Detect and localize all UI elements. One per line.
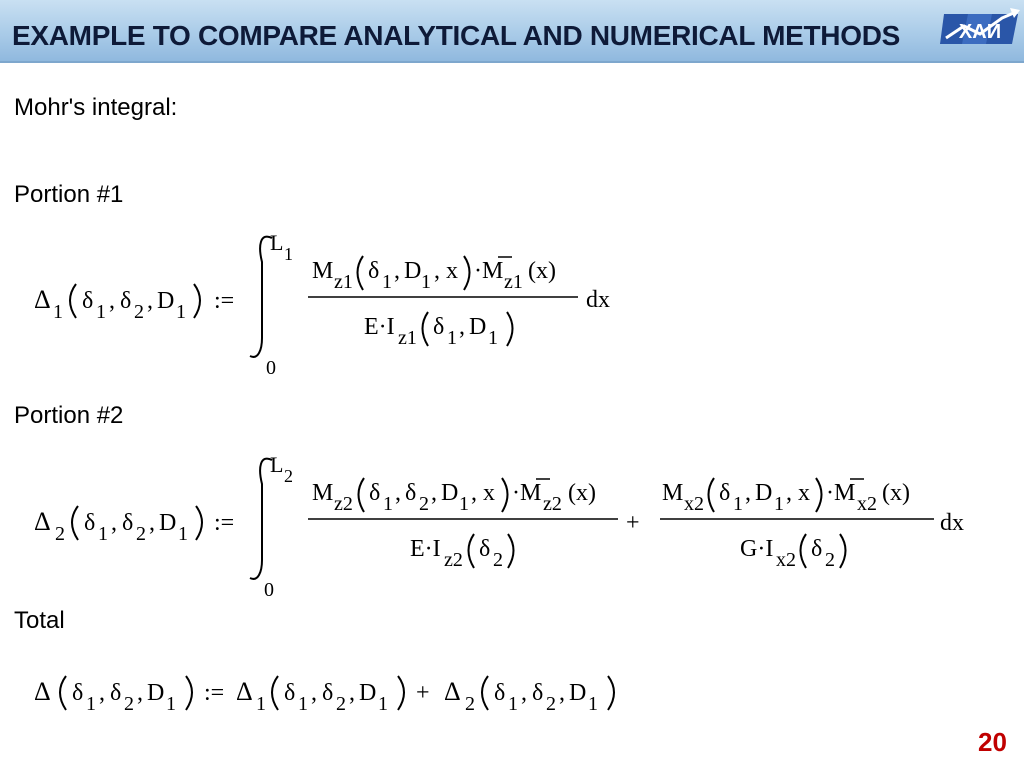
svg-text:δ: δ [72,680,84,706]
svg-text::=: := [204,680,225,706]
svg-text:, x: , x [434,258,458,284]
svg-text:1: 1 [588,693,598,715]
svg-text:·: · [826,480,834,506]
page-number: 20 [978,727,1007,757]
svg-text:x2: x2 [684,493,704,515]
svg-text:2: 2 [546,693,556,715]
svg-text:D: D [441,480,459,506]
svg-text:2: 2 [419,493,429,515]
svg-text:+: + [416,680,430,706]
svg-text:1: 1 [86,693,96,715]
svg-text::=: := [214,288,235,314]
slide-title: EXAMPLE TO COMPARE ANALYTICAL AND NUMERICAL METHODS [12,20,901,51]
svg-text:E·I: E·I [364,314,395,340]
svg-text:1: 1 [166,693,176,715]
svg-text::=: := [214,510,235,536]
svg-text:1: 1 [733,493,743,515]
svg-text:,: , [311,680,317,706]
svg-text:2: 2 [55,523,65,545]
svg-text:,: , [149,510,155,536]
svg-text:M: M [662,480,684,506]
svg-text:,: , [394,258,400,284]
svg-text:δ: δ [322,680,334,706]
svg-text:z2: z2 [543,493,562,515]
svg-text:1: 1 [298,693,308,715]
svg-text:2: 2 [136,523,146,545]
svg-text:D: D [404,258,422,284]
svg-text:Δ: Δ [444,677,461,706]
svg-text:D: D [157,288,175,314]
svg-text:,: , [745,480,751,506]
formula-total [34,676,614,715]
svg-text:dx: dx [940,510,964,536]
svg-text:δ: δ [369,480,381,506]
svg-text:1: 1 [178,523,188,545]
svg-text:1: 1 [256,693,266,715]
svg-text:1: 1 [774,493,784,515]
svg-text:0: 0 [266,357,276,379]
formula-portion-2 [34,452,964,601]
svg-text:x2: x2 [776,549,796,571]
svg-text:,: , [521,680,527,706]
svg-text:D: D [359,680,377,706]
svg-text:Δ: Δ [34,507,51,536]
svg-text:1: 1 [508,693,518,715]
svg-text:1: 1 [53,301,63,323]
svg-text:D: D [159,510,177,536]
svg-text:z1: z1 [334,271,353,293]
svg-text:,: , [459,314,465,340]
svg-text:2: 2 [465,693,475,715]
svg-text:δ: δ [110,680,122,706]
svg-text:1: 1 [383,493,393,515]
svg-text:δ: δ [122,510,134,536]
svg-text:δ: δ [719,480,731,506]
svg-text:2: 2 [825,549,835,571]
svg-text:,: , [147,288,153,314]
svg-text:z1: z1 [504,271,523,293]
svg-text:, x: , x [786,480,810,506]
svg-text:Δ: Δ [236,677,253,706]
svg-text:L: L [270,230,284,255]
svg-text:δ: δ [433,314,445,340]
svg-text:(x): (x) [528,258,556,284]
svg-text:2: 2 [134,301,144,323]
svg-text:M: M [834,480,856,506]
svg-text:2: 2 [124,693,134,715]
svg-text:M: M [312,480,334,506]
svg-text:δ: δ [532,680,544,706]
svg-text:D: D [469,314,487,340]
total-label: Total [14,607,65,634]
svg-text:Δ: Δ [34,285,51,314]
svg-text:1: 1 [96,301,106,323]
svg-text:D: D [147,680,165,706]
svg-text:,: , [109,288,115,314]
svg-text:1: 1 [382,271,392,293]
svg-text:,: , [111,510,117,536]
portion-2-label: Portion #2 [14,402,124,429]
svg-text:Δ: Δ [34,677,51,706]
svg-text:·: · [474,258,482,284]
svg-text:δ: δ [479,536,491,562]
svg-text:δ: δ [494,680,506,706]
svg-text:δ: δ [368,258,380,284]
svg-text:+: + [626,510,640,536]
svg-text:z1: z1 [398,327,417,349]
svg-text:,: , [559,680,565,706]
svg-text:δ: δ [811,536,823,562]
svg-text:,: , [349,680,355,706]
svg-text:, x: , x [471,480,495,506]
svg-text:z2: z2 [444,549,463,571]
svg-text:dx: dx [586,287,610,313]
svg-text:δ: δ [120,288,132,314]
svg-text:1: 1 [284,244,293,264]
svg-text:δ: δ [284,680,296,706]
svg-text:0: 0 [264,579,274,601]
svg-text:1: 1 [378,693,388,715]
svg-text:1: 1 [447,327,457,349]
svg-text:,: , [395,480,401,506]
svg-text:2: 2 [336,693,346,715]
svg-text:(x): (x) [568,480,596,506]
svg-text:M: M [520,480,542,506]
svg-text:G·I: G·I [740,536,774,562]
svg-text:E·I: E·I [410,536,441,562]
svg-text:M: M [312,258,334,284]
svg-text:,: , [99,680,105,706]
svg-text:(x): (x) [882,480,910,506]
formula-portion-1 [34,230,610,379]
svg-text:z2: z2 [334,493,353,515]
svg-text:1: 1 [98,523,108,545]
svg-text:δ: δ [405,480,417,506]
svg-text:L: L [270,452,284,477]
logo-text: ХАИ [958,21,1002,43]
svg-text:1: 1 [488,327,498,349]
portion-1-label: Portion #1 [14,181,124,208]
svg-text:δ: δ [84,510,96,536]
svg-text:M: M [482,258,504,284]
svg-text:x2: x2 [857,493,877,515]
mohr-integral-label: Mohr's integral: [14,94,178,121]
svg-text:2: 2 [493,549,503,571]
svg-text:D: D [755,480,773,506]
svg-text:·: · [512,480,520,506]
svg-text:2: 2 [284,466,293,486]
svg-text:δ: δ [82,288,94,314]
svg-text:,: , [431,480,437,506]
svg-text:1: 1 [176,301,186,323]
svg-text:1: 1 [421,271,431,293]
svg-text:D: D [569,680,587,706]
svg-text:1: 1 [459,493,469,515]
svg-text:,: , [137,680,143,706]
